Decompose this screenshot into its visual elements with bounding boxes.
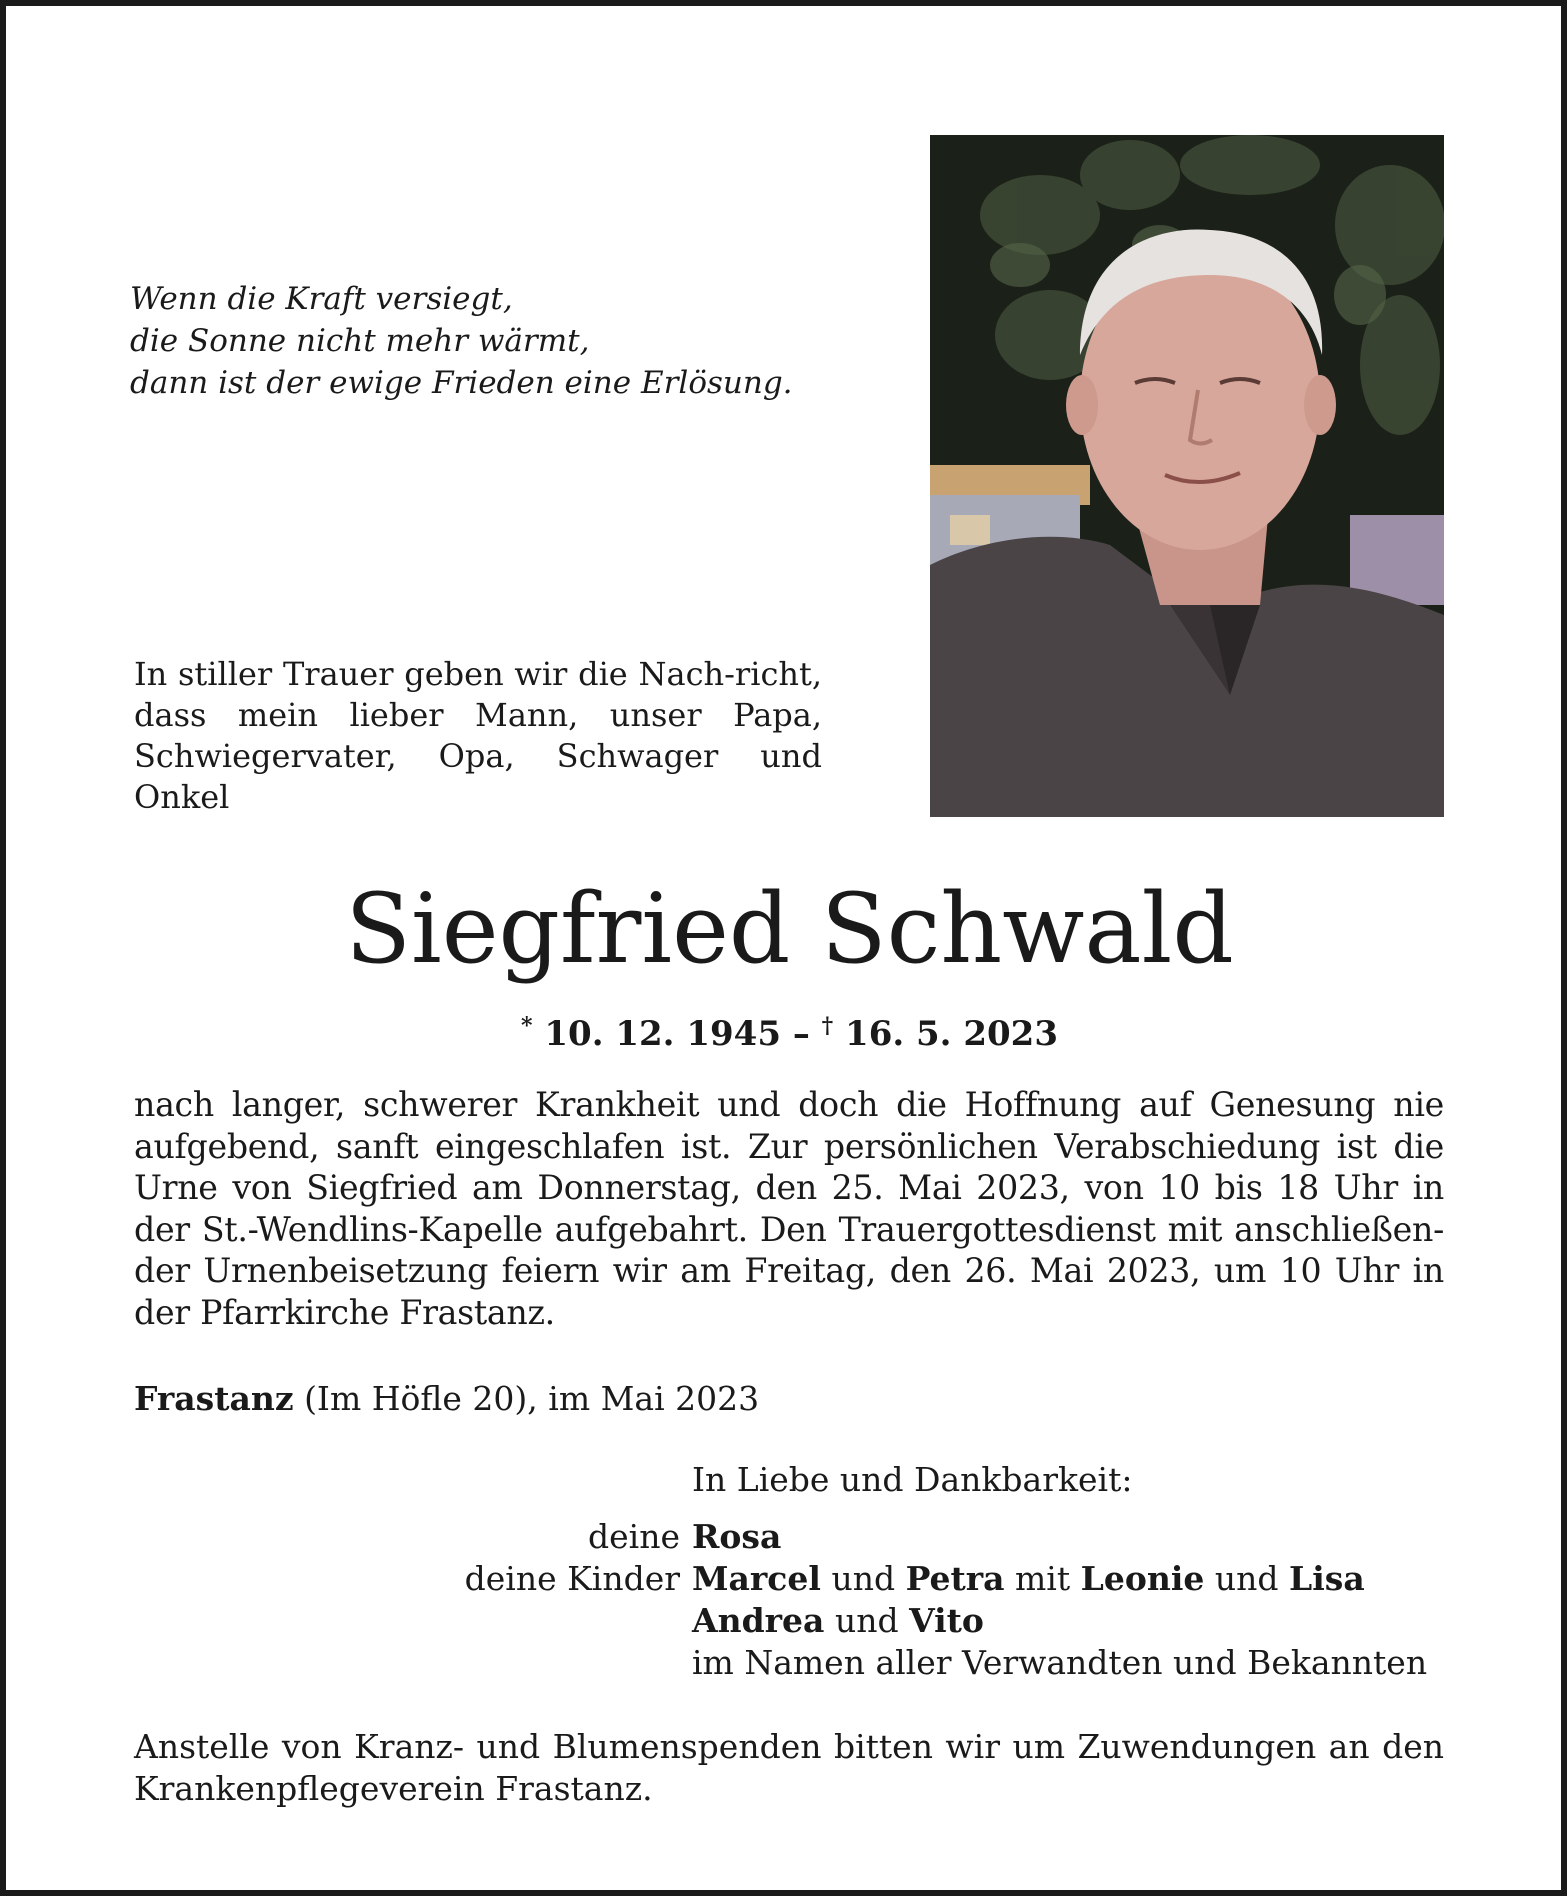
birth-symbol: *: [521, 1013, 533, 1039]
place-detail: (Im Höfle 20), im Mai 2023: [304, 1379, 760, 1418]
mourner-row: [6, 1600, 1567, 1642]
mourners-list: [6, 1516, 1567, 1684]
connector-word: und: [834, 1601, 899, 1640]
mourner-row: [6, 1558, 1567, 1600]
portrait-illustration: [930, 135, 1444, 817]
connector-word: und: [831, 1559, 896, 1598]
donation-note: Anstelle von Kranz- und Blumenspenden bitten wir um Zuwendungen an den Krankenpflegeverein Frastanz.: [134, 1727, 1444, 1808]
announcement-body: nach langer, schwerer Krankheit und doch die Hoffnung auf Genesung nie aufgebend, sanft eingeschlafen ist. Zur persönlichen Verabschiedung ist die Urne von Siegfried am Donnerstag, den 25. Mai 2023, von 10 bis 18 Uhr in der St.-Wendlins-Kapelle aufgebahrt. Den Trauergottesdienst mit anschließen-der Urnenbeisetzung feiern wir am Freitag, den 26. Mai 2023, um 10 Uhr in der Pfarrkirche Frastanz.: [134, 1085, 1444, 1332]
relatives-line: im Namen aller Verwandten und Bekannten: [692, 1643, 1428, 1682]
mourner-row: [6, 1642, 1567, 1684]
birth-date: 10. 12. 1945: [544, 1014, 781, 1054]
grandchild-1-name: Leonie: [1080, 1559, 1205, 1598]
child-2-name: Andrea: [692, 1601, 825, 1640]
mourners-heading: In Liebe und Dankbarkeit:: [692, 1460, 1133, 1499]
death-date: 16. 5. 2023: [845, 1014, 1058, 1054]
quote-line-3: dann ist der ewige Frieden eine Erlösung.: [130, 365, 793, 401]
deceased-name: Siegfried Schwald: [345, 873, 1234, 985]
quote-line-2: die Sonne nicht mehr wärmt,: [130, 323, 590, 359]
child-1-partner-name: Petra: [905, 1559, 1005, 1598]
child-1-name: Marcel: [692, 1559, 821, 1598]
spouse-name: Rosa: [692, 1517, 782, 1556]
portrait-photo: [930, 135, 1444, 817]
intro-text: In stiller Trauer geben wir die Nach-richt, dass mein lieber Mann, unser Papa, Schwiegervater, Opa, Schwager und Onkel: [134, 655, 822, 816]
life-dates: [6, 1004, 1567, 1056]
death-symbol: †: [821, 1013, 834, 1039]
grandchild-2-name: Lisa: [1289, 1559, 1365, 1598]
connector-word: mit: [1015, 1559, 1071, 1598]
spouse-label: deine: [588, 1517, 680, 1556]
place-line: [134, 1378, 759, 1420]
children-label: deine Kinder: [464, 1559, 680, 1598]
place-town: Frastanz: [134, 1379, 294, 1418]
child-2-partner-name: Vito: [909, 1601, 984, 1640]
date-separator: –: [792, 1014, 810, 1054]
memorial-quote: [130, 278, 830, 404]
mourner-row: [6, 1516, 1567, 1558]
connector-word: und: [1214, 1559, 1279, 1598]
quote-line-1: Wenn die Kraft versiegt,: [130, 281, 513, 317]
